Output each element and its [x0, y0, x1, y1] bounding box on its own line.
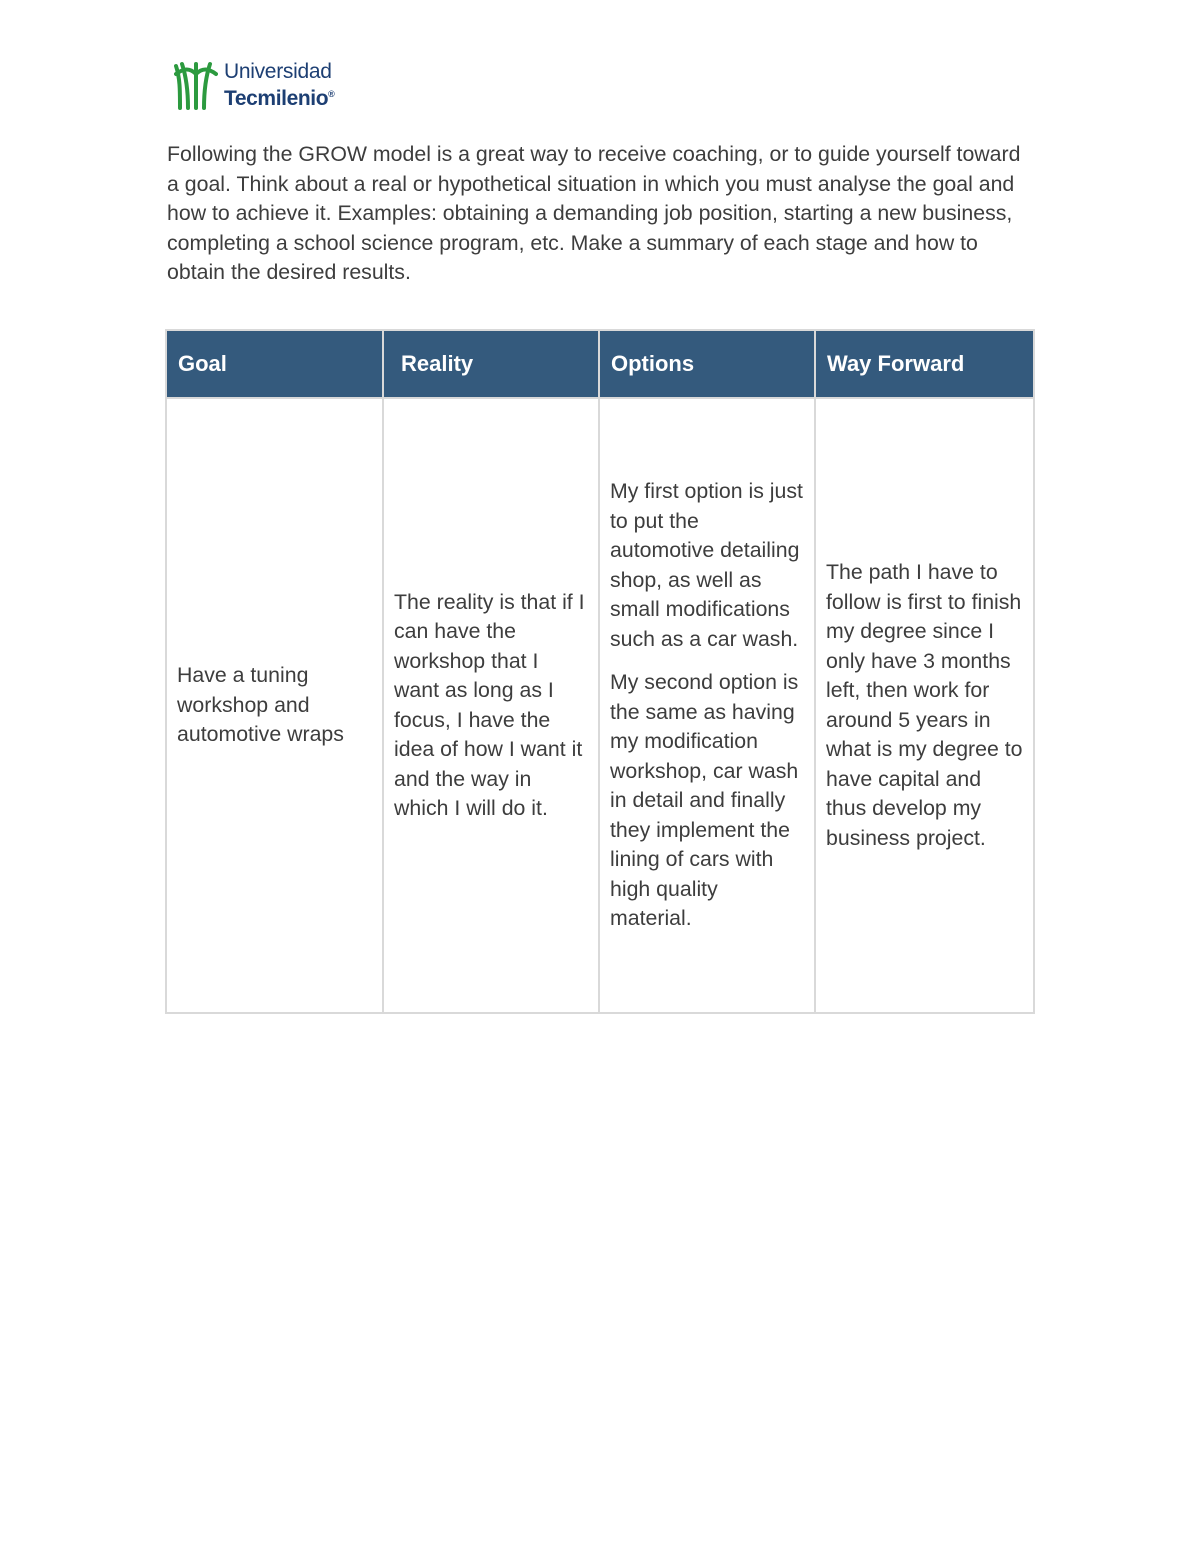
cell-way-forward [815, 398, 1034, 1013]
logo-line-tecmilenio [224, 83, 334, 110]
registered-mark: ® [328, 88, 335, 99]
header-goal: Goal [166, 330, 383, 398]
tecmilenio-leaf-icon [174, 60, 218, 110]
cell-reality [383, 398, 599, 1013]
grow-model-table [165, 329, 1035, 1014]
instructions-paragraph: Following the GROW model is a great way to receive coaching, or to guide yourself toward a goal. Think about a real or hypothetical situation in which you must analyse the goal and how to achieve it. Examples: obtaining a demanding job position, starting a new business, completing a school science program, etc. Make a summary of each stage and how to obtain the desired results. [167, 142, 1021, 285]
header-reality: Reality [383, 330, 599, 398]
cell-options [599, 398, 815, 1013]
reality-text: The reality is that if I can have the workshop that I want as long as I focus, I have the idea of how I want it and the way in which I will do it. [394, 589, 585, 820]
options-second-text: My second option is the same as having my modification workshop, car wash in detail and finally they implement the lining of cars with high quality material. [610, 670, 799, 931]
logo-tecmilenio-text: Tecmilenio [224, 86, 329, 110]
goal-text: Have a tuning workshop and automotive wraps [177, 663, 344, 747]
header-way-forward: Way Forward [815, 330, 1034, 398]
logo-line-universidad: Universidad [224, 59, 332, 83]
way-forward-text: The path I have to follow is first to finish my degree since I only have 3 months left, then work for around 5 years in what is my degree to have capital and thus develop my business project. [826, 560, 1023, 850]
table-row [166, 398, 1034, 1013]
options-first-text: My first option is just to put the automotive detailing shop, as well as small modifications such as a car wash. [610, 479, 803, 651]
cell-goal [166, 398, 383, 1013]
university-logo [174, 58, 350, 112]
table-header-row [166, 330, 1034, 398]
header-options: Options [599, 330, 815, 398]
logo-wordmark [224, 61, 334, 110]
